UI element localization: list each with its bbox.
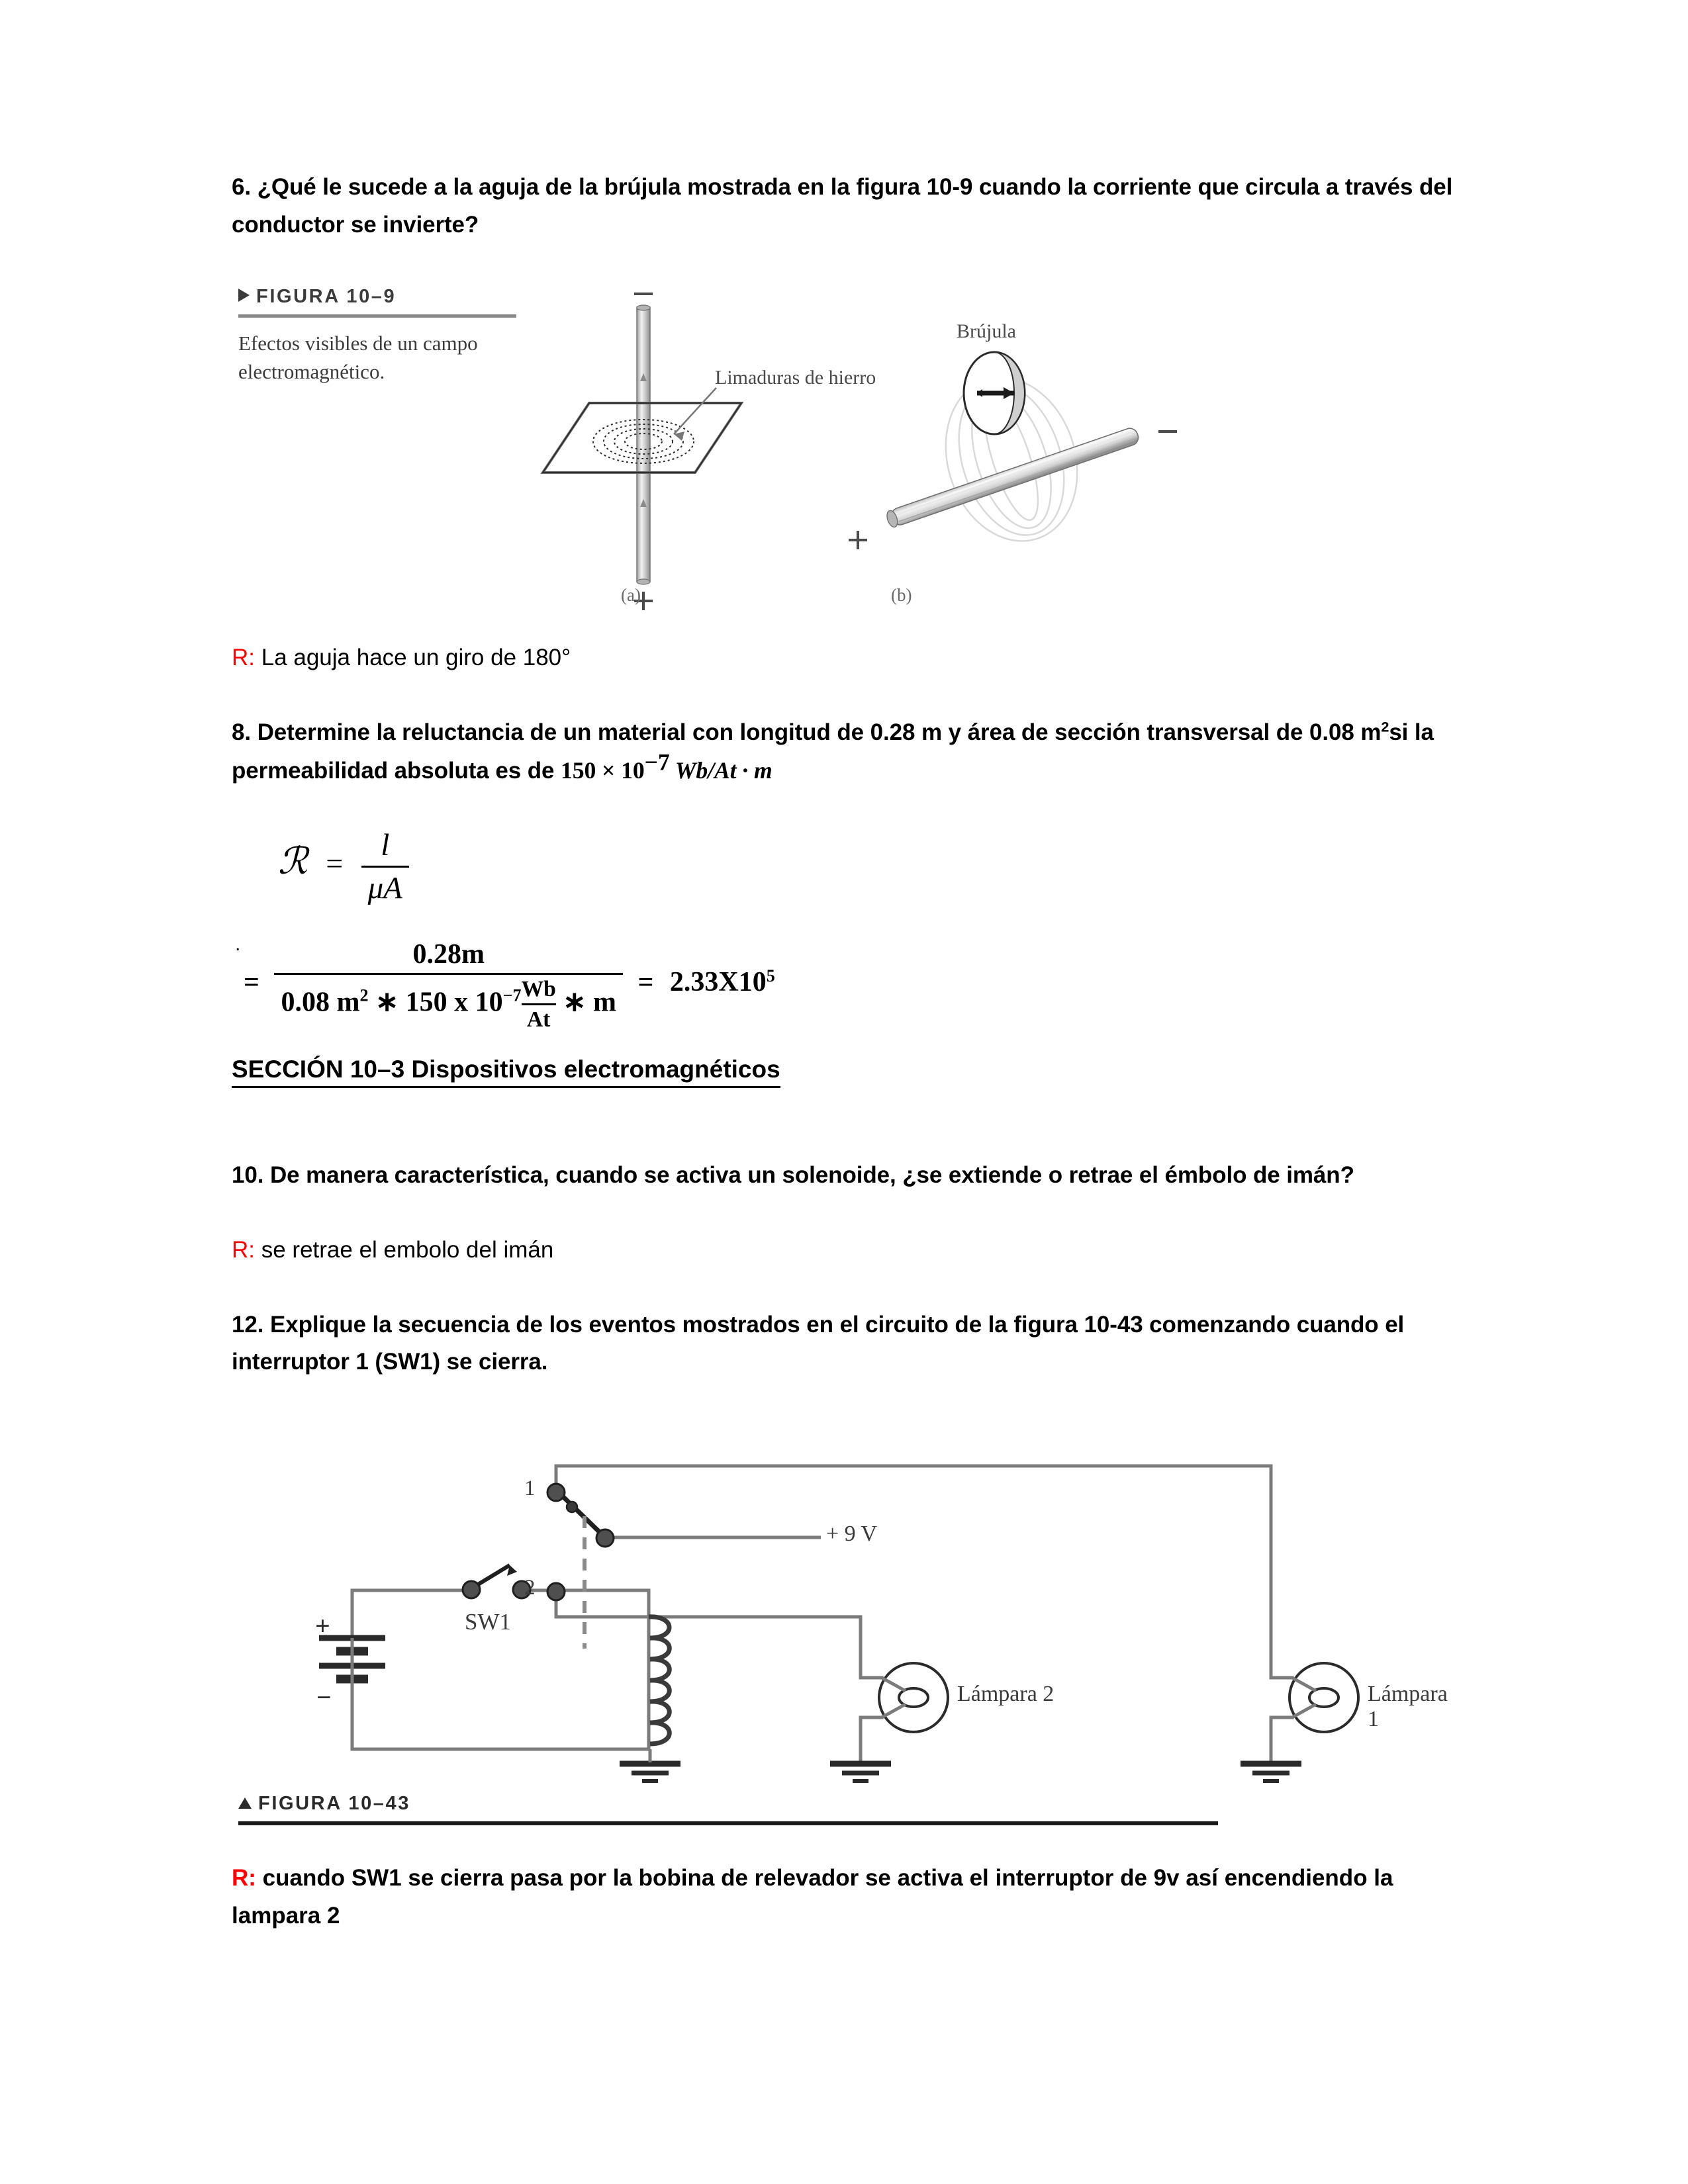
figure-10-9-heading [238,286,549,308]
formula2-fraction [274,938,623,1032]
answer-12 [232,1860,1476,1934]
relay-coil [649,1617,669,1744]
section-heading: SECCIÓN 10–3 Dispositivos electromagnéticos [232,1052,780,1089]
stray-period: . [235,933,241,955]
label-terminal-1: 1 [524,1477,536,1501]
ground-symbol-lamp2 [830,1764,891,1781]
ground-symbol-coil [620,1764,680,1781]
formula2-den-mu-sup: −7 [502,985,522,1005]
figure-10-9 [238,281,1271,612]
formula-fraction-bar [361,866,409,868]
formula2-result: 2.33X10 [669,967,767,998]
answer-12-text: cuando SW1 se cierra pasa por la bobina de relevador se activa el interruptor de 9v así encendiendo la lampara 2 [232,1865,1393,1929]
label-battery-plus: + [315,1611,330,1641]
figure-10-43-rule [238,1821,1218,1825]
formula2-denominator [274,978,623,1032]
figure-10-43-heading [238,1793,1231,1815]
question-8-math-times: × [596,756,622,784]
figure-10-9-caption-block [238,286,549,387]
label-sub-b: (b) [891,585,912,606]
formula-definition [278,827,409,906]
label-iron-filings: Limaduras de hierro [715,367,876,389]
answer-10-label: R: [232,1237,255,1263]
figure-10-9-artwork [523,281,1264,612]
figure-10-9-svg [523,281,1264,612]
label-lamp-2: Lámpara 2 [957,1682,1055,1707]
question-8-math-units: Wb/At · m [669,756,773,784]
ground-symbol-lamp1 [1241,1764,1301,1781]
figure-10-9-caption-text: Efectos visibles de un campo electromagnético. [238,332,478,384]
formula2-den-star-1: ∗ [368,986,406,1017]
formula-equals: = [326,846,344,880]
formula2-unit-bar [522,1003,556,1005]
question-8 [232,714,1476,790]
formula2-result-equals: = [637,967,654,998]
question-8-math-exp: −7 [644,749,670,776]
question-12: 12. Explique la secuencia de los eventos mostrados en el circuito de la figura 10-43 comenzando cuando el interruptor 1 (SW1) se cierra. [232,1311,1405,1375]
label-compass: Brújula [957,320,1016,343]
formula2-den-star-2: ∗ [555,986,593,1017]
formula2-result-sup: 5 [766,966,775,985]
conductor-assembly-a [543,294,741,610]
answer-6-text: La aguja hace un giro de 180° [255,645,571,671]
formula2-den-mu: 150 x 10 [405,986,503,1017]
label-lamp-1: Lámpara 1 [1368,1682,1448,1732]
figure-10-9-rule [238,314,516,318]
figure-10-43-heading-text: FIGURA 10–43 [258,1793,410,1815]
compass-disc [964,352,1025,434]
question-8-line2-b: si la permeabilidad absoluta es de [232,719,1434,784]
relay-armature [547,1484,614,1600]
formula-evaluation [244,938,775,1032]
answer-10 [232,1232,1476,1269]
lamp-2-symbol [879,1663,948,1732]
question-8-line1: 8. Determine la reluctancia de un material con longitud de 0.28 m y área de sección transversal [232,719,1270,746]
figure-10-43-svg [278,1418,1417,1789]
formula2-den-area-sup: 2 [359,985,369,1005]
question-6: 6. ¿Qué le sucede a la aguja de la brújula mostrada en la figura 10-9 cuando la corriente que circula a través del conductor se invierte? [232,174,1453,238]
label-sw1: SW1 [465,1609,511,1635]
formula-numerator: l [381,827,390,862]
figure-10-43 [278,1418,1448,1789]
question-8-math-150: 150 [560,756,596,784]
conductor-assembly-b [849,352,1177,558]
formula2-den-m: m [592,986,616,1017]
question-8-line2-a: de 0.08 m [1276,719,1382,746]
formula-denominator: μA [367,870,402,905]
formula2-equals: = [244,967,259,998]
formula2-unit-denominator: At [526,1007,551,1032]
question-8-math-10: 10 [621,756,645,784]
lamp-1-symbol [1289,1663,1358,1732]
reluctance-formula-block [232,827,1476,1032]
label-terminal-2: 2 [524,1576,536,1600]
formula2-fraction-bar [274,973,623,975]
formula-R-symbol: ℛ [278,841,308,882]
triangle-up-icon [238,1797,252,1809]
formula2-den-area: 0.08 m [281,986,360,1017]
answer-10-text: se retrae el embolo del imán [255,1237,554,1263]
answer-6-label: R: [232,645,255,671]
label-sub-a: (a) [621,585,641,606]
formula2-unit-numerator: Wb [521,976,556,1001]
figure-10-43-footer [238,1793,1231,1825]
section-heading-wrap [232,1052,1476,1123]
figure-10-9-heading-text: FIGURA 10–9 [256,286,397,308]
sw1-switch [463,1565,530,1598]
label-battery-minus: − [316,1682,332,1713]
label-supply-voltage: + 9 V [826,1522,878,1547]
question-10: 10. De manera característica, cuando se activa un solenoide, ¿se extiende o retrae el émbolo de imán? [232,1162,1354,1189]
triangle-right-icon [238,289,250,302]
formula-fraction [361,827,409,906]
formula2-numerator: 0.28m [412,938,485,970]
answer-12-label: R: [232,1865,256,1891]
answer-6 [232,639,1476,677]
question-8-line2-sup: 2 [1381,718,1389,735]
formula2-unit-fraction [522,978,556,1032]
